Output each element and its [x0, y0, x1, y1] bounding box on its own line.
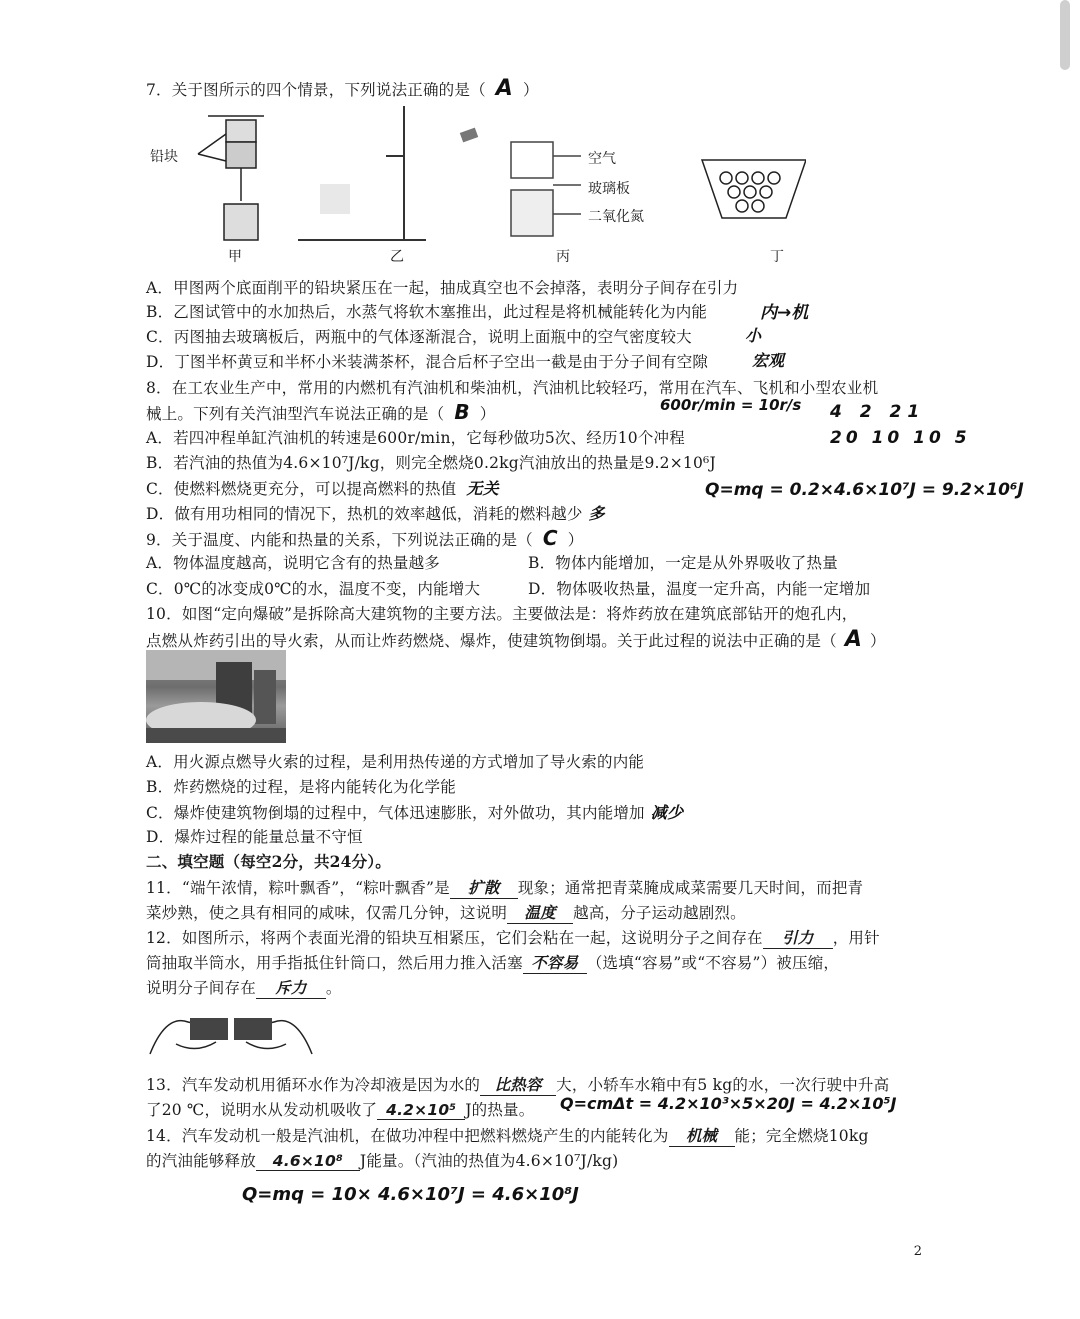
q8-option-d: D．做有用功相同的情况下，热机的效率越低，消耗的燃料越少 多	[146, 504, 605, 523]
q8-option-a: A．若四冲程单缸汽油机的转速是600r/min，它每秒做功5次、经历10个冲程	[146, 429, 685, 447]
q7-option-b: B．乙图试管中的水加热后，水蒸气将软木塞推出，此过程是将机械能转化为内能	[146, 303, 708, 321]
q11-blank-2: 温度	[524, 904, 556, 922]
q10-note-c: 减少	[650, 803, 684, 822]
q9-option-d: D．物体吸收热量，温度一定升高，内能一定增加	[528, 580, 871, 598]
figure-bing	[511, 142, 581, 236]
q9-stem: 9．关于温度、内能和热量的关系，下列说法正确的是（ C ）	[146, 526, 584, 550]
q12-blank-2: 不容易	[531, 954, 579, 972]
q8-note-row2: 20 10 10 5	[830, 428, 971, 448]
q7-stem: 7．关于图所示的四个情景，下列说法正确的是（ A ）	[146, 76, 539, 101]
q11-blank-1: 扩散	[468, 879, 500, 897]
q8-option-b: B．若汽油的热值为4.6×10⁷J/kg，则完全燃烧0.2kg汽油放出的热量是9.2×10⁶J	[146, 454, 716, 472]
q13-blank-1: 比热容	[494, 1076, 542, 1094]
q8-stem-1: 8．在工农业生产中，常用的内燃机有汽油机和柴油机，汽油机比较轻巧，常用在汽车、飞机和小型农业机	[146, 379, 879, 397]
q12-line-3: 说明分子间存在 斥力 。	[146, 976, 342, 999]
q10-stem-1: 10．如图“定向爆破”是拆除高大建筑物的主要方法。主要做法是：将炸药放在建筑底部钻开的炮孔内，	[146, 605, 858, 623]
q14-blank-2: 4.6×10⁸	[272, 1152, 344, 1170]
label-bing: 丙	[556, 249, 570, 265]
q10-option-c: C．爆炸使建筑物倒塌的过程中，气体迅速膨胀，对外做功，其内能增加 减少	[146, 803, 684, 822]
q12-lead-blocks-figure	[146, 1004, 316, 1062]
page-number: 2	[913, 1244, 922, 1259]
q14-line-1: 14．汽车发动机一般是汽油机，在做功冲程中把燃料燃烧产生的内能转化为 机械 能；完全燃烧10kg	[146, 1124, 869, 1147]
q9-option-c: C．0℃的冰变成0℃的水，温度不变，内能增大	[146, 580, 481, 598]
q7-note-b: 内→机	[760, 303, 809, 323]
figure-ding	[702, 160, 806, 218]
label-jia: 甲	[228, 249, 242, 265]
figure-yi	[298, 106, 478, 240]
q7-note-d: 宏观	[752, 351, 785, 370]
label-ding: 丁	[770, 249, 784, 265]
q7-option-a: A．甲图两个底面削平的铅块紧压在一起，抽成真空也不会掉落，表明分子间存在引力	[146, 279, 739, 297]
figure-jia	[198, 116, 264, 240]
q7-option-d: D．丁图半杯黄豆和半杯小米装满茶杯，混合后杯子空出一截是由于分子间有空隙	[146, 353, 709, 371]
q12-line-1: 12．如图所示，将两个表面光滑的铅块互相紧压，它们会粘在一起，这说明分子之间存在 引力 ，用针	[146, 926, 880, 949]
q9-option-b: B．物体内能增加，一定是从外界吸收了热量	[528, 554, 838, 572]
q13-line-1: 13．汽车发动机用循环水作为冷却液是因为水的 比热容 大，小轿车水箱中有5 kg的水，一次行驶中升高	[146, 1073, 889, 1096]
q14-line-2: 的汽油能够释放 4.6×10⁸ J能量。（汽油的热值为4.6×10⁷J/kg)	[146, 1152, 619, 1170]
q8-note-d: 多	[588, 504, 605, 523]
q13-line-2: 了20 ℃，说明水从发动机吸收了 4.2×10⁵ J的热量。	[146, 1101, 535, 1119]
demolition-photo	[146, 650, 286, 743]
q9-answer: C	[542, 526, 558, 550]
scrollbar[interactable]	[1060, 0, 1070, 70]
q14-calc: Q=mq = 10× 4.6×10⁷J = 4.6×10⁸J	[242, 1184, 579, 1205]
label-yi: 乙	[390, 249, 404, 265]
q11-line-1: 11．“端午浓情，粽叶飘香”，“粽叶飘香”是 扩散 现象；通常把青菜腌成咸菜需要几天时间，而把青	[146, 876, 863, 899]
q8-note-row1: 4 2 21	[830, 402, 926, 422]
q7-answer: A	[495, 76, 513, 101]
q12-line-2: 筒抽取半筒水，用手指抵住针筒口，然后用力推入活塞 不容易 （选填“容易”或“不容易”）被压缩，	[146, 951, 839, 974]
q12-blank-3: 斥力	[275, 979, 307, 997]
q8-note-c: 无关	[466, 479, 499, 498]
q10-option-b: B．炸药燃烧的过程，是将内能转化为化学能	[146, 778, 456, 796]
q13-calc: Q=cmΔt = 4.2×10³×5×20J = 4.2×10⁵J	[560, 1094, 897, 1113]
q8-answer: B	[454, 400, 470, 424]
q8-stem-2: 械上。下列有关汽油型汽车说法正确的是（ B ）	[146, 400, 496, 424]
label-kongqi: 空气	[588, 151, 616, 167]
label-erdanghuadan: 二氧化氮	[588, 209, 644, 225]
q10-stem-2: 点燃从炸药引出的导火索，从而让炸药燃烧、爆炸，使建筑物倒塌。关于此过程的说法中正确的是（ A ）	[146, 627, 886, 652]
label-qiankuai: 铅块	[150, 149, 178, 165]
q13-blank-2: 4.2×10⁵	[386, 1101, 457, 1119]
q9-option-a: A．物体温度越高，说明它含有的热量越多	[146, 554, 440, 572]
q8-option-c: C．使燃料燃烧更充分，可以提高燃料的热值 无关	[146, 479, 499, 498]
q10-answer: A	[844, 627, 863, 652]
q8-note-speed: 600r/min = 10r/s	[660, 396, 802, 414]
q7-note-c: 小	[745, 326, 762, 345]
q10-option-a: A．用火源点燃导火索的过程，是利用热传递的方式增加了导火索的内能	[146, 753, 645, 771]
section-2-title: 二、填空题（每空2分，共24分）。	[146, 852, 392, 871]
q11-line-2: 菜炒熟，使之具有相同的咸味，仅需几分钟，这说明 温度 越高，分子运动越剧烈。	[146, 901, 746, 924]
label-boliban: 玻璃板	[588, 181, 630, 197]
q14-blank-1: 机械	[685, 1127, 718, 1145]
q8-note-calc: Q=mq = 0.2×4.6×10⁷J = 9.2×10⁶J	[705, 480, 1024, 500]
q7-option-c: C．丙图抽去玻璃板后，两瓶中的气体逐渐混合，说明上面瓶中的空气密度较大	[146, 328, 692, 346]
q7-figure	[146, 106, 806, 266]
q10-option-d: D．爆炸过程的能量总量不守恒	[146, 828, 363, 846]
q12-blank-1: 引力	[782, 929, 814, 947]
